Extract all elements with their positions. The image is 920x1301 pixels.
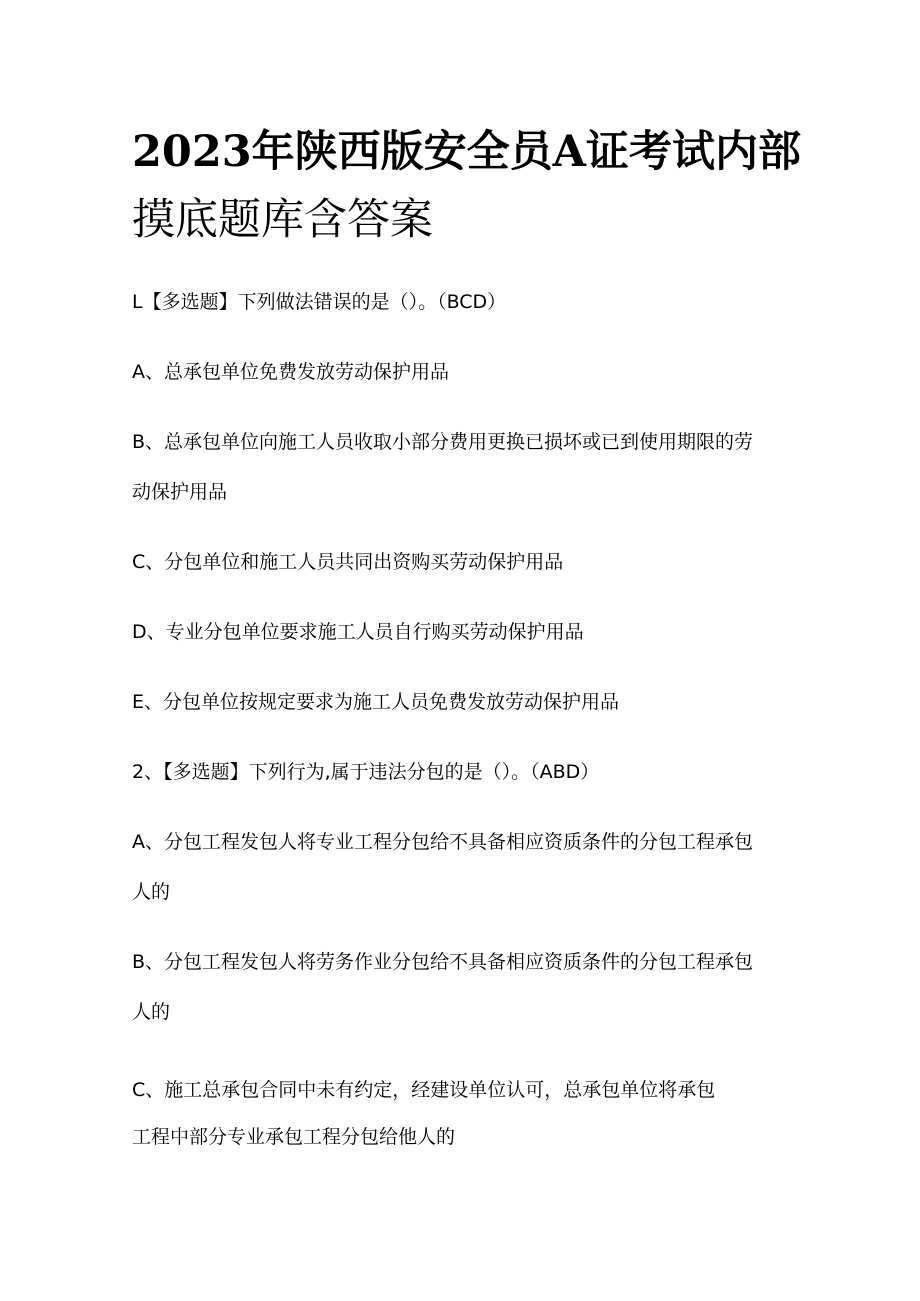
title-line-2: 摸底题库含答案: [132, 195, 433, 245]
question-2-option-a-line1: A、分包工程发包人将专业工程分包给不具备相应资质条件的分包工程承包: [132, 831, 753, 853]
question-2-option-c-line1: C、施工总承包合同中未有约定，经建设单位认可，总承包单位将承包: [132, 1079, 716, 1101]
question-2-option-c-line2: 工程中部分专业承包工程分包给他人的: [132, 1126, 456, 1148]
question-2-option-b-line2: 人的: [132, 1001, 171, 1023]
question-1-option-b-line1: B、总承包单位向施工人员收取小部分费用更换已损坏或已到使用期限的劳: [132, 431, 754, 453]
question-1-stem: L【多选题】下列做法错误的是（）。（BCD）: [132, 291, 507, 313]
question-2-option-b-line1: B、分包工程发包人将劳务作业分包给不具备相应资质条件的分包工程承包: [132, 951, 754, 973]
question-1-option-c: C、分包单位和施工人员共同出资购买劳动保护用品: [132, 551, 564, 573]
document-title: [132, 118, 812, 254]
question-2-stem: 2、【多选题】下列行为,属于违法分包的是（）。（ABD）: [132, 761, 600, 783]
question-1-option-d: D、专业分包单位要求施工人员自行购买劳动保护用品: [132, 621, 584, 643]
question-1-option-e: E、分包单位按规定要求为施工人员免费发放劳动保护用品: [132, 691, 620, 713]
question-2-option-a-line2: 人的: [132, 881, 171, 903]
question-1-option-b-line2: 动保护用品: [132, 481, 228, 503]
title-line-1: 2023年陕西版安全员A证考试内部: [132, 127, 802, 177]
question-1-option-a: A、总承包单位免费发放劳动保护用品: [132, 361, 449, 383]
